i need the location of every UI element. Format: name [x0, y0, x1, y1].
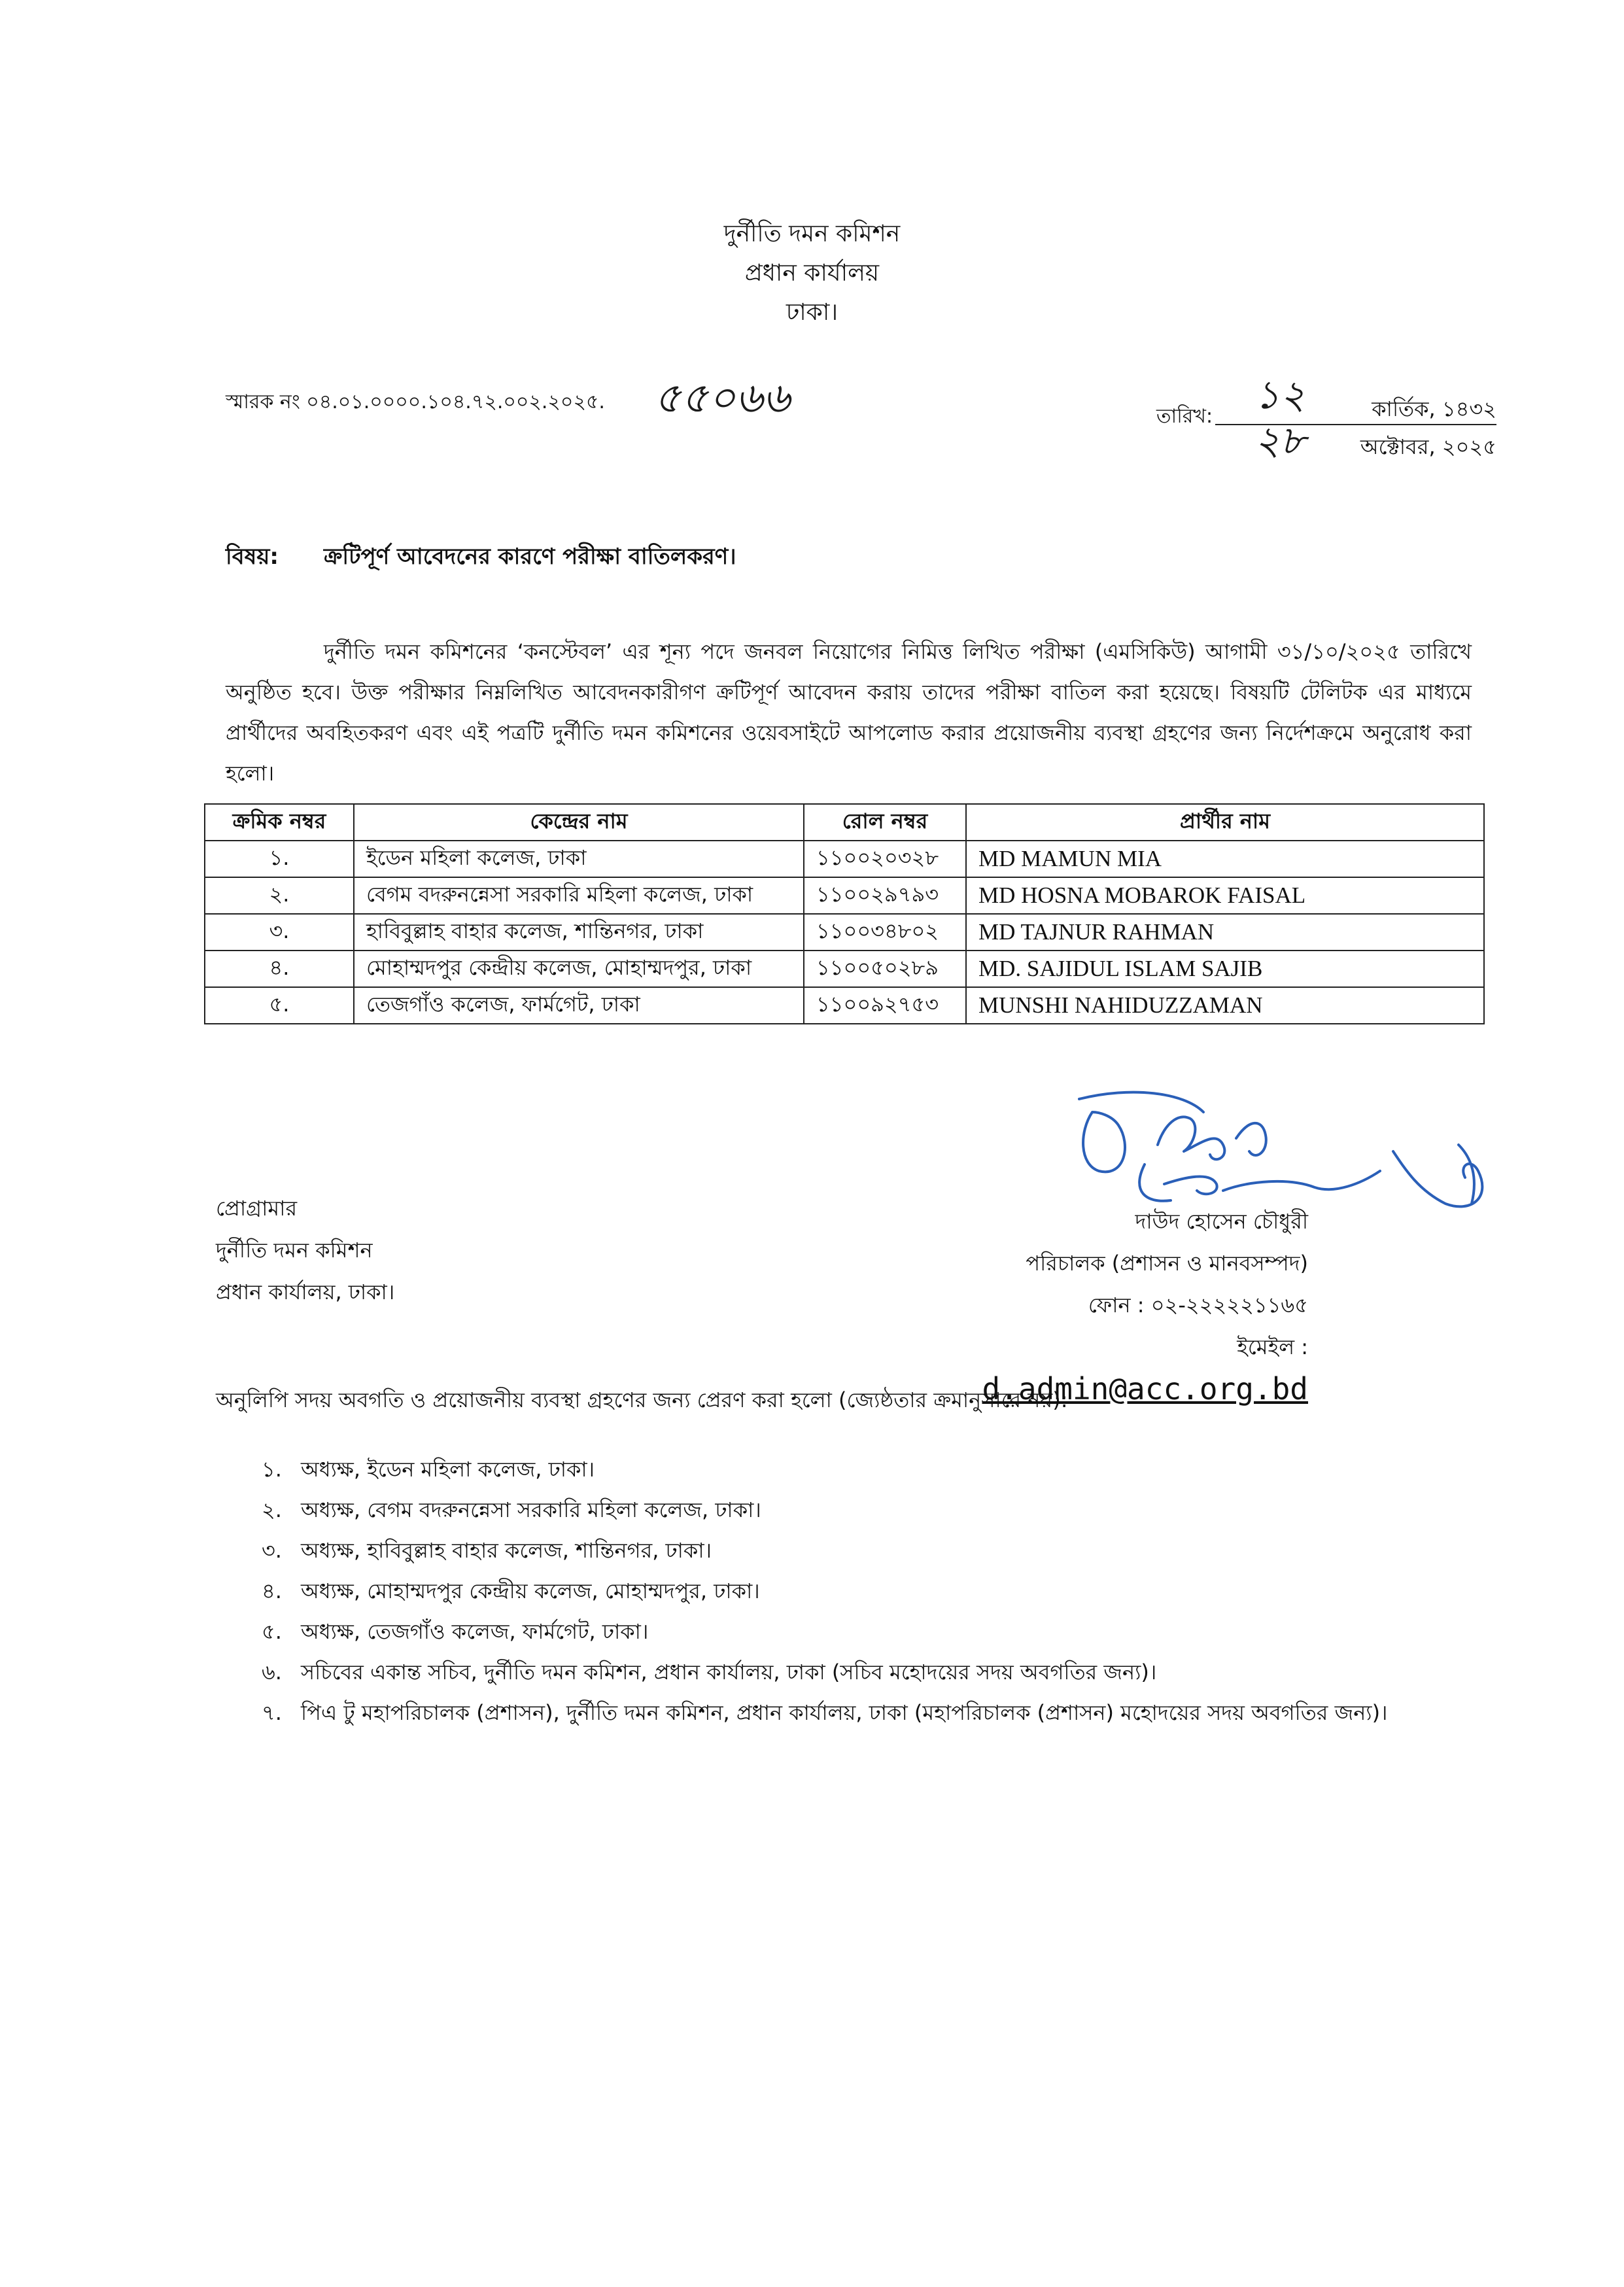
- subject-label: বিষয়:: [226, 544, 279, 570]
- list-item-text: অধ্যক্ষ, হাবিবুল্লাহ বাহার কলেজ, শান্তিনগর, ঢাকা।: [301, 1538, 712, 1563]
- list-item-text: সচিবের একান্ত সচিব, দুর্নীতি দমন কমিশন, প্রধান কার্যালয়, ঢাকা (সচিব মহোদয়ের সদয় অবগতির জন্য)।: [301, 1660, 1157, 1685]
- cell-roll: ১১০০২৯৭৯৩: [804, 877, 966, 914]
- table-row: [205, 841, 1484, 877]
- body-paragraph: দুর্নীতি দমন কমিশনের ‘কনস্টেবল’ এর শূন্য পদে জনবল নিয়োগের নিমিত্ত লিখিত পরীক্ষা (এমসিকিউ) আগামী ৩১/১০/২০২৫ তারিখে অনুষ্ঠিত হবে। উক্ত পরীক্ষার নিম্নলিখিত আবেদনকারীগণ ক্রটিপূর্ণ আবেদন করায় তাদের পরীক্ষা বাতিল করা হয়েছে। বিষয়টি টেলিটক এর মাধ্যমে প্রার্থীদের অবহিতকরণ এবং এই পত্রটি দুর্নীতি দমন কমিশনের ওয়েবসাইটে আপলোড করার প্রয়োজনীয় ব্যবস্থা গ্রহণের জন্য নির্দেশক্রমে অনুরোধ করা হলো।: [226, 639, 1472, 786]
- date-block: [1215, 366, 1496, 464]
- cell-roll: ১১০০২০৩২৮: [804, 841, 966, 877]
- list-item-number: ৭.: [262, 1700, 282, 1725]
- date-label: তারিখ:: [1156, 405, 1213, 428]
- cell-roll: ১১০০৫০২৮৯: [804, 951, 966, 987]
- list-item-number: ১.: [262, 1457, 282, 1482]
- cell-name: MD HOSNA MOBAROK FAISAL: [966, 877, 1484, 914]
- org-name: দুর্নীতি দমন কমিশন: [723, 220, 901, 247]
- recipient-line1: প্রোগ্রামার: [216, 1196, 298, 1221]
- memo-hand-text: ৫৫০৬৬: [654, 374, 790, 423]
- english-day-handwritten: ২৮: [1254, 418, 1305, 464]
- table-row: [205, 987, 1484, 1024]
- cell-name: MUNSHI NAHIDUZZAMAN: [966, 987, 1484, 1024]
- cell-serial: ৩.: [205, 914, 354, 951]
- signatory-phone: ফোন : ০২-২২২২২১১৬৫: [1088, 1293, 1308, 1318]
- list-item-number: ৫.: [262, 1619, 282, 1644]
- list-item-text: অধ্যক্ষ, বেগম বদরুনন্নেসা সরকারি মহিলা কলেজ, ঢাকা।: [301, 1497, 761, 1522]
- list-item-text: অধ্যক্ষ, ইডেন মহিলা কলেজ, ঢাকা।: [301, 1457, 595, 1482]
- list-item: [262, 1490, 1491, 1530]
- cell-roll: ১১০০৯২৭৫৩: [804, 987, 966, 1024]
- list-item-number: ৬.: [262, 1660, 282, 1685]
- table-row: [205, 914, 1484, 951]
- recipient-block: [216, 1187, 394, 1313]
- list-item-text: অধ্যক্ষ, মোহাম্মদপুর কেন্দ্রীয় কলেজ, মোহাম্মদপুর, ঢাকা।: [301, 1579, 760, 1603]
- subject-text: ক্রটিপূর্ণ আবেদনের কারণে পরীক্ষা বাতিলকরণ।: [324, 544, 736, 570]
- list-item: [262, 1530, 1491, 1571]
- signatory-name: দাউদ হোসেন চৌধুরী: [1135, 1209, 1308, 1234]
- list-item: [262, 1611, 1491, 1652]
- cell-roll: ১১০০৩৪৮০২: [804, 914, 966, 951]
- list-item-text: অধ্যক্ষ, তেজগাঁও কলেজ, ফার্মগেট, ঢাকা।: [301, 1619, 649, 1644]
- table-row: [205, 951, 1484, 987]
- header-serial: ক্রমিক নম্বর: [205, 804, 354, 841]
- header-center: কেন্দ্রের নাম: [354, 804, 804, 841]
- header-roll: রোল নম্বর: [804, 804, 966, 841]
- copy-distribution-title: অনুলিপি সদয় অবগতি ও প্রয়োজনীয় ব্যবস্থা গ্রহণের জন্য প্রেরণ করা হলো (জ্যেষ্ঠতার ক্রমানুসারে নয়):: [216, 1388, 1068, 1412]
- cell-center: তেজগাঁও কলেজ, ফার্মগেট, ঢাকা: [354, 987, 804, 1024]
- email-label: ইমেইল :: [1237, 1335, 1308, 1359]
- cell-serial: ৫.: [205, 987, 354, 1024]
- email-link[interactable]: d.admin@acc.org.bd: [982, 1371, 1308, 1406]
- table-header-row: [205, 804, 1484, 841]
- header-candidate-name: প্রার্থীর নাম: [966, 804, 1484, 841]
- candidate-table: [204, 803, 1485, 1024]
- list-item-number: ৩.: [262, 1538, 282, 1563]
- cell-name: MD TAJNUR RAHMAN: [966, 914, 1484, 951]
- list-item: [262, 1571, 1491, 1611]
- list-item-number: ৪.: [262, 1579, 282, 1603]
- signatory-designation: পরিচালক (প্রশাসন ও মানবসম্পদ): [1026, 1251, 1308, 1276]
- cell-center: মোহাম্মদপুর কেন্দ্রীয় কলেজ, মোহাম্মদপুর, ঢাকা: [354, 951, 804, 987]
- english-month-year: অক্টোবর, ২০২৫: [1360, 434, 1496, 459]
- office-name: প্রধান কার্যালয়: [744, 260, 880, 287]
- list-item: [262, 1449, 1491, 1490]
- cell-name: MD. SAJIDUL ISLAM SAJIB: [966, 951, 1484, 987]
- bangla-month-year: কার্তিক, ১৪৩২: [1372, 396, 1496, 421]
- bangla-day-handwritten: ১২: [1254, 372, 1305, 418]
- signatory-block: [916, 1200, 1308, 1413]
- copy-distribution-list: [262, 1449, 1491, 1733]
- cell-serial: ২.: [205, 877, 354, 914]
- cell-serial: ১.: [205, 841, 354, 877]
- city-name: ঢাকা।: [786, 299, 838, 326]
- memo-label: স্মারক নং ০৪.০১.০০০০.১০৪.৭২.০০২.২০২৫.: [226, 391, 605, 413]
- list-item: [262, 1652, 1491, 1692]
- cell-center: ইডেন মহিলা কলেজ, ঢাকা: [354, 841, 804, 877]
- recipient-line3: প্রধান কার্যালয়, ঢাকা।: [216, 1280, 395, 1304]
- list-item-number: ২.: [262, 1497, 282, 1522]
- memo-handwritten-number: [654, 366, 790, 436]
- memo-number: [226, 386, 605, 419]
- list-item-text: পিএ টু মহাপরিচালক (প্রশাসন), দুর্নীতি দমন কমিশন, প্রধান কার্যালয়, ঢাকা (মহাপরিচালক (প্রশাসন) মহোদয়ের সদয় অবগতির জন্য)।: [301, 1700, 1388, 1725]
- cell-center: হাবিবুল্লাহ বাহার কলেজ, শান্তিনগর, ঢাকা: [354, 914, 804, 951]
- table-row: [205, 877, 1484, 914]
- cell-serial: ৪.: [205, 951, 354, 987]
- list-item: [262, 1692, 1491, 1733]
- cell-center: বেগম বদরুনন্নেসা সরকারি মহিলা কলেজ, ঢাকা: [354, 877, 804, 914]
- cell-name: MD MAMUN MIA: [966, 841, 1484, 877]
- recipient-line2: দুর্নীতি দমন কমিশন: [216, 1238, 373, 1263]
